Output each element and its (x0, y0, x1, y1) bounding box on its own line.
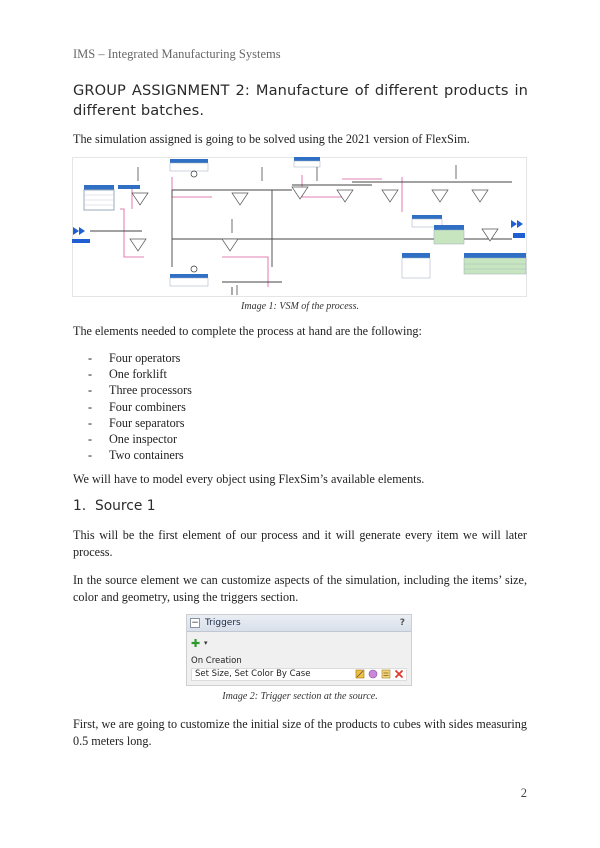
vsm-diagram-svg (72, 157, 527, 297)
elements-list (88, 350, 192, 463)
list-item: - Two containers (88, 448, 184, 463)
triggers-title: Triggers (205, 618, 241, 628)
delete-icon[interactable] (394, 669, 404, 679)
list-item: - One forklift (88, 367, 167, 382)
figure1-caption: Image 1: VSM of the process. (241, 301, 359, 312)
list-item: - Four separators (88, 415, 185, 430)
list-icon[interactable] (381, 669, 391, 679)
list-item: - Three processors (88, 383, 192, 398)
list-item: - Four combiners (88, 399, 186, 414)
trigger-row-label: Set Size, Set Color By Case (195, 669, 311, 679)
chevron-down-icon[interactable]: ▾ (204, 639, 208, 647)
help-icon[interactable]: ? (399, 618, 405, 628)
elements-intro: The elements needed to complete the process at hand are the following: (73, 324, 422, 338)
list-item: - Four operators (88, 351, 181, 365)
subsection-heading (73, 498, 156, 514)
triggers-header (187, 615, 411, 632)
subsection-title: Source 1 (94, 498, 156, 514)
edit-icon[interactable] (355, 669, 365, 679)
source-paragraph-1: This will be the first element of our process and it will generate every item we will later process. (73, 528, 527, 559)
collapse-icon[interactable]: − (191, 618, 199, 628)
trigger-row[interactable] (191, 668, 407, 681)
figure2-caption: Image 2: Trigger section at the source. (222, 691, 378, 702)
triggers-panel (186, 614, 412, 686)
on-creation-label: On Creation (191, 656, 242, 666)
running-header: IMS – Integrated Manufacturing Systems (73, 47, 281, 61)
final-paragraph: First, we are going to customize the initial size of the products to cubes with sides measuring 0.5 meters long. (73, 717, 527, 748)
add-trigger-icon[interactable]: ✚ (191, 637, 201, 650)
subsection-number: 1. (73, 498, 87, 514)
source-paragraph-2: In the source element we can customize aspects of the simulation, including the items’ size, color and geometry, using the triggers section. (73, 573, 527, 604)
trigger-row-icons (355, 669, 404, 679)
vsm-diagram (72, 157, 527, 297)
section-title: GROUP ASSIGNMENT 2: Manufacture of different products in different batches. (73, 82, 528, 119)
paint-icon[interactable] (368, 669, 378, 679)
model-paragraph: We will have to model every object using FlexSim’s available elements. (73, 472, 425, 486)
intro-paragraph: The simulation assigned is going to be solved using the 2021 version of FlexSim. (73, 132, 470, 146)
left-table (84, 185, 114, 210)
page-number: 2 (520, 786, 527, 800)
list-item: - One inspector (88, 432, 178, 447)
